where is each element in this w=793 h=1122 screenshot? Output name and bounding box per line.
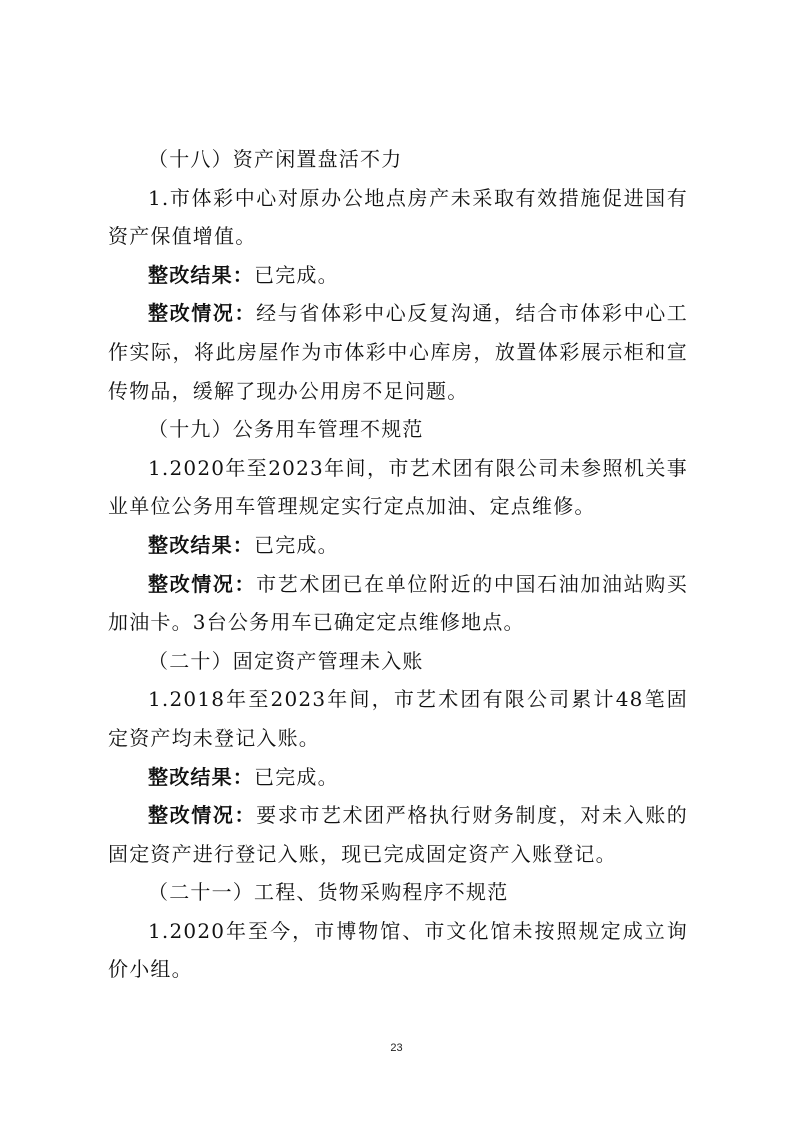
result-label: 整改结果： [148, 532, 254, 557]
rectification-status [108, 294, 688, 410]
section-heading: （二十）固定资产管理未入账 [148, 648, 424, 673]
status-text: 经与省体彩中心反复沟通，结合市体彩中心工作实际，将此房屋作为市体彩中心库房，放置体彩展示柜和宣传物品，缓解了现办公用房不足问题。 [108, 301, 689, 403]
page-number: 23 [390, 1042, 403, 1054]
status-label: 整改情况： [148, 803, 257, 828]
result-label: 整改结果： [148, 764, 254, 789]
status-label: 整改情况： [148, 571, 257, 596]
result-text: 已完成。 [254, 764, 339, 789]
issue-item: 1.2020年至今，市博物馆、市文化馆未按照规定成立询价小组。 [108, 918, 688, 982]
issue-item: 1.2020年至2023年间，市艺术团有限公司未参照机关事业单位公务用车管理规定实行定点加油、定点维修。 [108, 455, 688, 519]
rectification-result [108, 526, 688, 565]
issue-item: 1.2018年至2023年间，市艺术团有限公司累计48笔固定资产均未登记入账。 [108, 687, 688, 750]
rectification-result [108, 758, 688, 797]
result-text: 已完成。 [254, 532, 339, 557]
result-text: 已完成。 [254, 262, 339, 287]
rectification-status [108, 796, 688, 873]
status-label: 整改情况： [148, 301, 257, 326]
section-heading: （十八）资产闲置盘活不力 [148, 147, 403, 171]
status-text: 要求市艺术团严格执行财务制度，对未入账的固定资产进行登记入账，现已完成固定资产入账登记。 [108, 803, 689, 866]
rectification-status [108, 565, 688, 642]
section-heading: （二十一）工程、货物采购程序不规范 [148, 880, 509, 905]
section-heading: （十九）公务用车管理不规范 [148, 417, 424, 442]
issue-item: 1.市体彩中心对原办公地点房产未采取有效措施促进国有资产保值增值。 [108, 185, 688, 249]
rectification-result [108, 256, 688, 295]
document-body [108, 140, 688, 989]
result-label: 整改结果： [148, 262, 254, 287]
status-text: 市艺术团已在单位附近的中国石油加油站购买加油卡。3台公务用车已确定定点维修地点。 [108, 571, 689, 635]
